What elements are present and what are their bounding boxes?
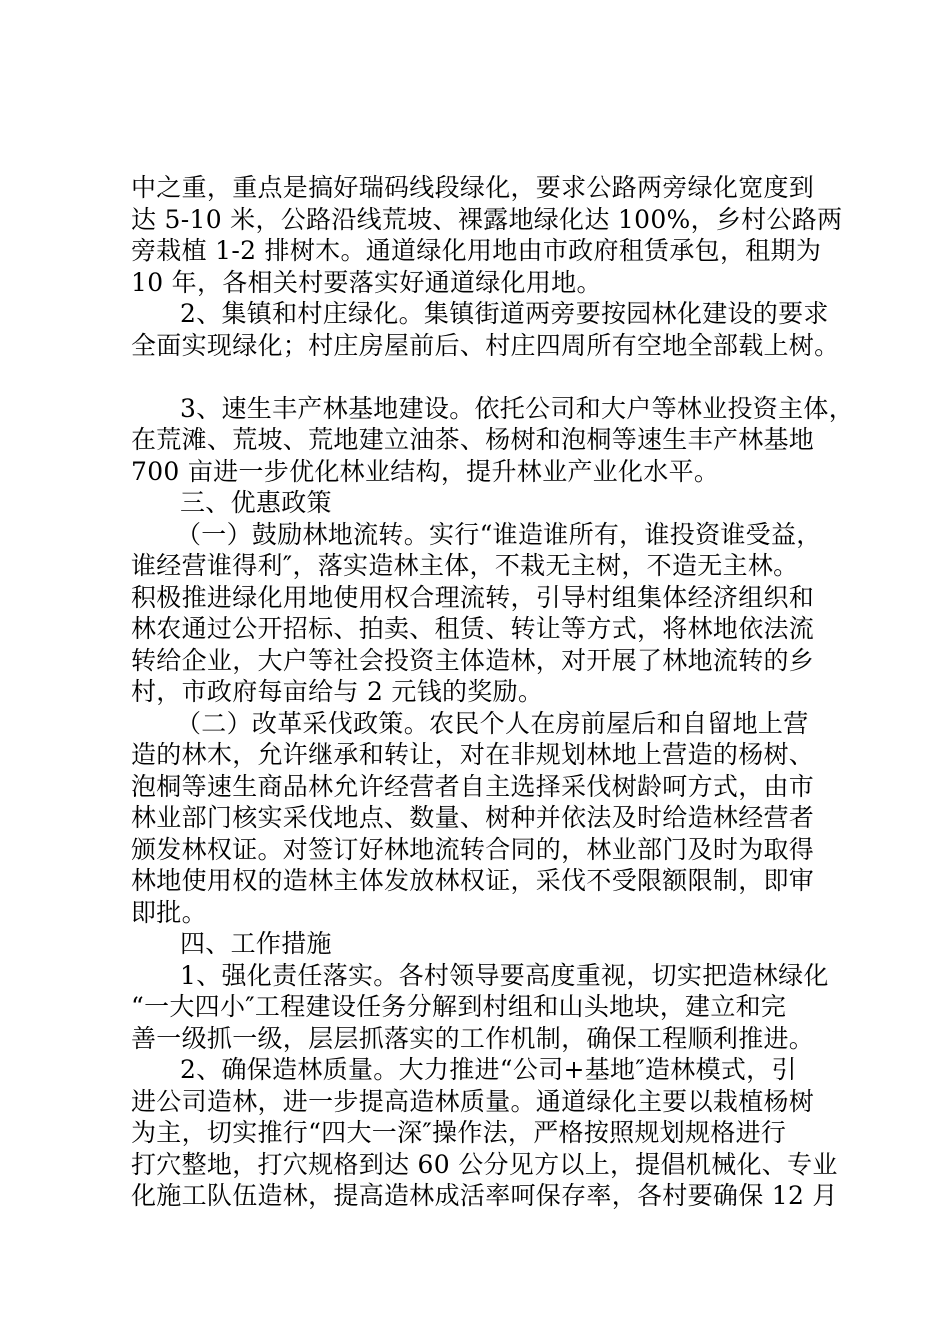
document-body — [131, 172, 855, 1212]
text-line: 打穴整地，打穴规格到达 60 公分见方以上，提倡机械化、专业 — [131, 1149, 838, 1179]
paragraph-first-line: 3、速生丰产林基地建设。依托公司和大户等林业投资主体， — [180, 393, 855, 423]
section-heading: 四、工作措施 — [180, 929, 332, 958]
text-line: 村，市政府每亩给与 2 元钱的奖励。 — [131, 677, 544, 706]
paragraph-first-line: 2、集镇和村庄绿化。集镇街道两旁要按园林化建设的要求 — [180, 299, 829, 328]
text-line: 善一级抓一级，层层抓落实的工作机制，确保工程顺利推进。 — [131, 1023, 815, 1053]
text-line: 700 亩进一步优化林业结构，提升林业产业化水平。 — [131, 456, 720, 486]
text-line: 中之重，重点是搞好瑞码线段绿化，要求公路两旁绿化宽度到 — [131, 173, 815, 202]
text-line: 颁发林权证。对签订好林地流转合同的，林业部门及时为取得 — [131, 834, 815, 864]
text-line: 全面实现绿化；村庄房屋前后、村庄四周所有空地全部载上树。 — [131, 330, 840, 360]
text-line: 林地使用权的造林主体发放林权证，采伐不受限额限制，即审 — [131, 866, 815, 895]
text-line: 造的林木，允许继承和转让，对在非规划林地上营造的杨树、 — [131, 740, 815, 769]
text-line: 林业部门核实采伐地点、数量、树种并依法及时给造林经营者 — [131, 803, 815, 832]
text-line: 化施工队伍造林，提高造林成活率呵保存率，各村要确保 12 月 — [131, 1181, 838, 1210]
text-line: 林农通过公开招标、拍卖、租赁、转让等方式，将林地依法流 — [131, 614, 815, 643]
text-line: 为主，切实推行“四大一深″操作法，严格按照规划规格进行 — [131, 1118, 787, 1147]
paragraph-first-line: （一）鼓励林地流转。实行“谁造谁所有，谁投资谁受益， — [176, 519, 822, 549]
text-line: 积极推进绿化用地使用权合理流转，引导村组集体经济组织和 — [131, 582, 815, 612]
text-line: 谁经营谁得利″，落实造林主体，不栽无主树，不造无主林。 — [131, 551, 799, 580]
text-line: 达 5-10 米，公路沿线荒坡、裸露地绿化达 100%，乡村公路两 — [131, 204, 843, 234]
text-line: 转给企业，大户等社会投资主体造林，对开展了林地流转的乡 — [131, 645, 815, 675]
paragraph-first-line: 1、强化责任落实。各村领导要高度重视，切实把造林绿化 — [180, 960, 829, 990]
text-line: “一大四小″工程建设任务分解到村组和山头地块，建立和完 — [131, 992, 787, 1021]
text-line: 泡桐等速生商品林允许经营者自主选择采伐树龄呵方式，由市 — [131, 771, 815, 801]
text-line: 旁栽植 1-2 排树木。通道绿化用地由市政府租赁承包，租期为 — [131, 236, 822, 265]
paragraph-first-line: （二）改革采伐政策。农民个人在房前屋后和自留地上营 — [176, 708, 809, 738]
section-heading: 三、优惠政策 — [180, 488, 332, 517]
text-line: 进公司造林，进一步提高造林质量。通道绿化主要以栽植杨树 — [131, 1086, 815, 1116]
text-line: 在荒滩、荒坡、荒地建立油茶、杨树和泡桐等速生丰产林基地 — [131, 425, 815, 454]
text-line: 10 年，各相关村要落实好通道绿化用地。 — [131, 267, 602, 297]
paragraph-gap — [131, 361, 831, 393]
paragraph-first-line: 2、确保造林质量。大力推进“公司+基地″造林模式，引 — [180, 1055, 797, 1084]
text-line: 即批。 — [131, 897, 207, 927]
